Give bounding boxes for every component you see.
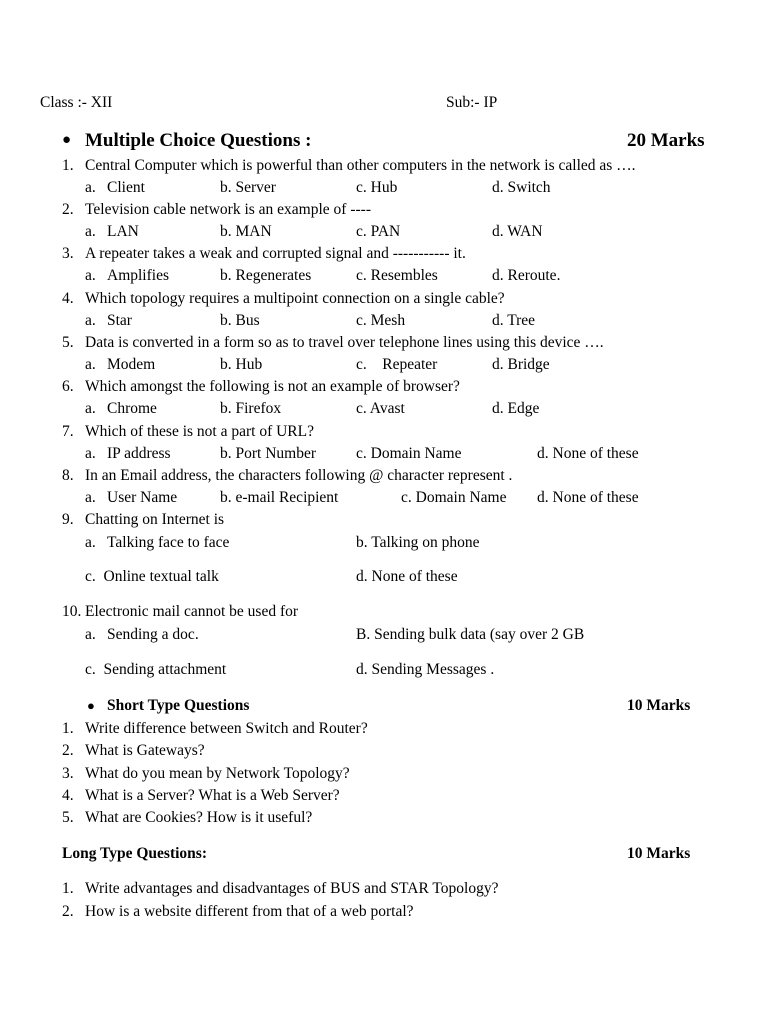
option-b: b. Talking on phone (356, 534, 480, 551)
long-question-text: Write advantages and disadvantages of BUS and STAR Topology? (85, 880, 499, 897)
option-d: d. Tree (492, 312, 536, 329)
option-b: b. Bus (220, 312, 260, 329)
short-section-marks: 10 Marks (627, 697, 691, 714)
option-c: c. Online textual talk (85, 568, 219, 585)
mcq-section-marks: 20 Marks (627, 130, 705, 151)
option-c: c. PAN (356, 223, 401, 240)
class-label: Class :- XII (40, 94, 113, 111)
option-c: c. Avast (356, 400, 405, 417)
option-a-letter: a. (85, 626, 96, 643)
question-text: Central Computer which is powerful than other computers in the network is called as …. (85, 157, 636, 174)
question-number: 1. (62, 157, 74, 174)
option-a: IP address (107, 445, 171, 462)
option-b: b. e-mail Recipient (220, 489, 339, 506)
long-question-number: 1. (62, 880, 74, 897)
long-question-text: How is a website different from that of a web portal? (85, 903, 414, 920)
option-b: b. Port Number (220, 445, 317, 462)
option-a: Amplifies (107, 267, 169, 284)
question-text: Electronic mail cannot be used for (85, 603, 299, 620)
option-d: d. Bridge (492, 356, 550, 373)
option-d: d. Reroute. (492, 267, 561, 284)
question-text: Data is converted in a form so as to travel over telephone lines using this device …. (85, 334, 604, 351)
short-question-number: 1. (62, 720, 74, 737)
short-question-text: What is a Server? What is a Web Server? (85, 787, 340, 804)
question-text: A repeater takes a weak and corrupted signal and ----------- it. (85, 245, 466, 262)
short-question-number: 4. (62, 787, 74, 804)
question-number: 2. (62, 201, 74, 218)
option-d: d. None of these (537, 489, 639, 506)
option-a-letter: a. (85, 312, 96, 329)
option-a: Talking face to face (107, 534, 230, 551)
option-a: Sending a doc. (107, 626, 199, 643)
subject-label: Sub:- IP (446, 94, 498, 111)
option-a-letter: a. (85, 267, 96, 284)
mcq-section-title: Multiple Choice Questions : (85, 130, 312, 151)
option-a: Star (107, 312, 132, 329)
question-number: 6. (62, 378, 74, 395)
question-text: Which topology requires a multipoint connection on a single cable? (85, 290, 505, 307)
option-c: c. Domain Name (356, 445, 462, 462)
question-text: Chatting on Internet is (85, 511, 225, 528)
question-number: 9. (62, 511, 74, 528)
short-question-text: What do you mean by Network Topology? (85, 765, 350, 782)
option-c: c. Domain Name (401, 489, 507, 506)
option-d: d. None of these (356, 568, 458, 585)
short-bullet-icon: ● (87, 698, 95, 713)
option-c: c. Repeater (356, 356, 438, 373)
short-question-text: Write difference between Switch and Router? (85, 720, 368, 737)
long-section-marks: 10 Marks (627, 845, 691, 862)
option-a: Chrome (107, 400, 157, 417)
short-question-number: 2. (62, 742, 74, 759)
question-number: 3. (62, 245, 74, 262)
mcq-bullet-icon: ● (62, 132, 72, 148)
short-question-number: 5. (62, 809, 74, 826)
option-b: b. Hub (220, 356, 263, 373)
option-d: d. WAN (492, 223, 543, 240)
option-d: d. Sending Messages . (356, 661, 495, 678)
option-c: c. Hub (356, 179, 398, 196)
option-b: b. Server (220, 179, 276, 196)
option-a-letter: a. (85, 179, 96, 196)
option-c: c. Resembles (356, 267, 438, 284)
option-b: b. Firefox (220, 400, 282, 417)
long-question-number: 2. (62, 903, 74, 920)
option-a-letter: a. (85, 356, 96, 373)
question-number: 5. (62, 334, 74, 351)
question-number: 4. (62, 290, 74, 307)
option-b: B. Sending bulk data (say over 2 GB (356, 626, 585, 643)
question-text: Which of these is not a part of URL? (85, 423, 314, 440)
option-b: b. MAN (220, 223, 272, 240)
short-question-text: What are Cookies? How is it useful? (85, 809, 313, 826)
option-a: Modem (107, 356, 156, 373)
question-text: In an Email address, the characters following @ character represent . (85, 467, 513, 484)
short-question-text: What is Gateways? (85, 742, 205, 759)
option-a: Client (107, 179, 145, 196)
option-a: LAN (107, 223, 139, 240)
short-section-title: Short Type Questions (107, 697, 250, 714)
question-text: Which amongst the following is not an example of browser? (85, 378, 460, 395)
option-d: d. Edge (492, 400, 540, 417)
question-number: 8. (62, 467, 74, 484)
question-number: 10. (62, 603, 82, 620)
option-a-letter: a. (85, 489, 96, 506)
short-question-number: 3. (62, 765, 74, 782)
option-a: User Name (107, 489, 178, 506)
option-a-letter: a. (85, 534, 96, 551)
question-number: 7. (62, 423, 74, 440)
option-a-letter: a. (85, 400, 96, 417)
option-a-letter: a. (85, 223, 96, 240)
long-section-title: Long Type Questions: (62, 845, 207, 862)
option-d: d. None of these (537, 445, 639, 462)
question-text: Television cable network is an example of ---- (85, 201, 371, 218)
option-c: c. Sending attachment (85, 661, 227, 678)
option-d: d. Switch (492, 179, 551, 196)
option-b: b. Regenerates (220, 267, 312, 284)
option-c: c. Mesh (356, 312, 406, 329)
option-a-letter: a. (85, 445, 96, 462)
